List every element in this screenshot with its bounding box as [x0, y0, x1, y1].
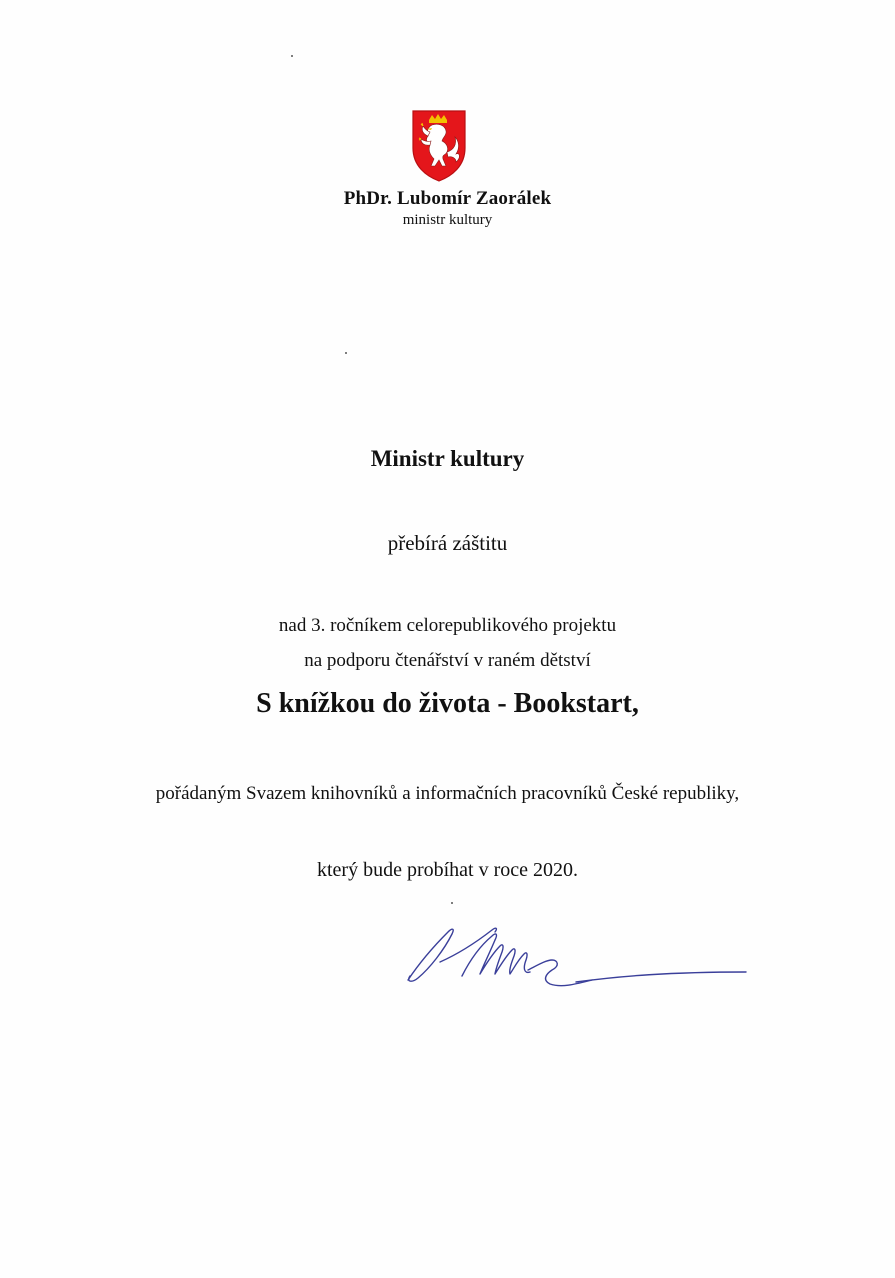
coat-of-arms-icon	[412, 110, 466, 182]
document-heading: Ministr kultury	[370, 446, 525, 471]
organizer-line: pořádaným Svazem knihovníků a informačních pracovníků České republiky,	[155, 783, 740, 804]
issuer-name: PhDr. Lubomír Zaorálek	[343, 188, 552, 209]
signature-icon	[400, 910, 760, 1000]
scan-speck	[451, 902, 453, 904]
project-name: S knížkou do života - Bookstart,	[256, 688, 639, 719]
scan-speck	[345, 352, 347, 354]
period-line: který bude probíhat v roce 2020.	[316, 859, 579, 881]
issuer-title: ministr kultury	[402, 212, 493, 228]
project-purpose-line: na podporu čtenářství v raném dětství	[304, 650, 591, 671]
project-edition-line: nad 3. ročníkem celorepublikového projektu	[278, 615, 617, 636]
patronage-statement: přebírá záštitu	[387, 531, 508, 555]
scan-speck	[291, 55, 293, 57]
